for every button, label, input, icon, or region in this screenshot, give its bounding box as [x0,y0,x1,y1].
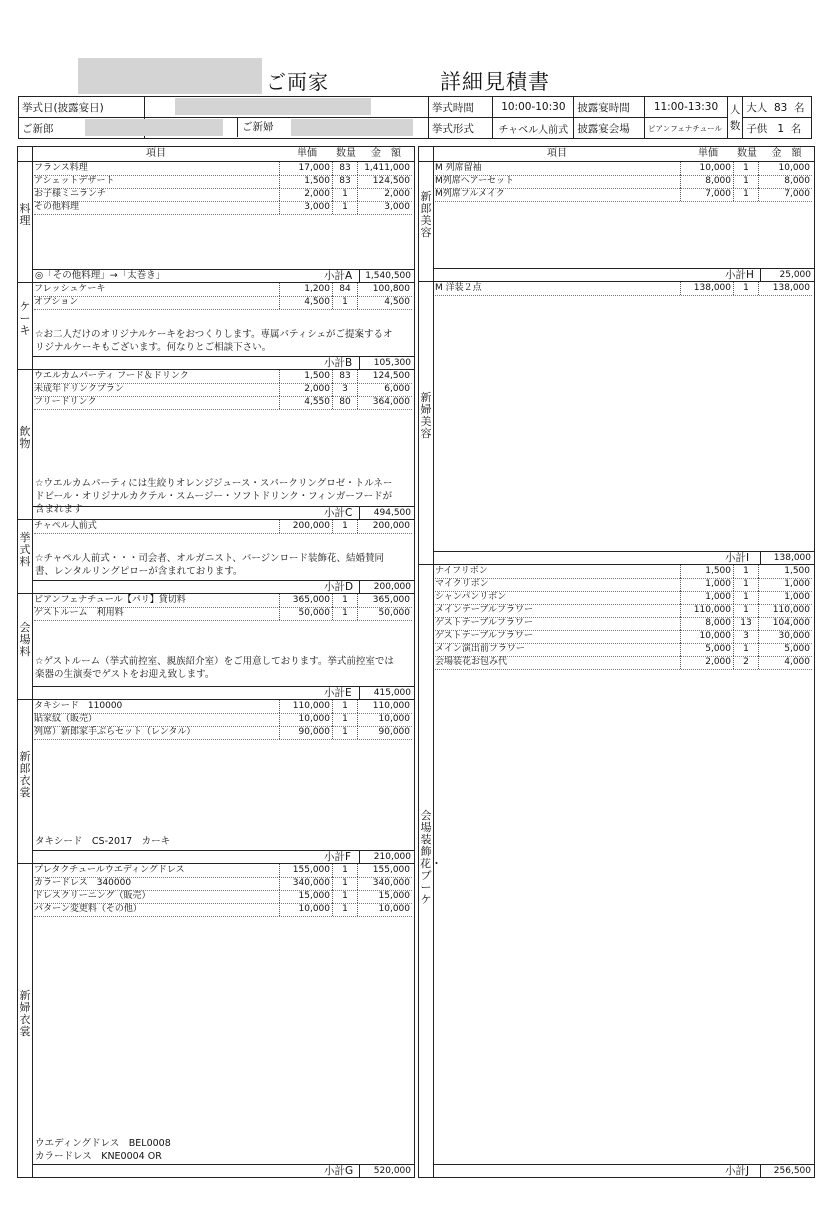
item-amount: 110,000 [372,701,410,711]
line-item-row [435,643,812,657]
section-note: ☆お二人だけのオリジナルケーキをおつくりします。専属パティシェがご提案するオリジナルケーキもございます。何なりとご相談下さい。 [35,329,393,353]
item-price: 15,000 [298,891,330,901]
item-name: M 列席留袖 [435,163,482,173]
line-item-row [34,188,412,202]
item-qty: 83 [339,176,351,186]
left-section-1 [18,282,414,369]
subtotal-row [32,506,414,520]
subtotal-label: 小計F [324,851,352,863]
item-name: ビアンフェナチュール【パリ】貸切料 [34,595,186,605]
item-price: 10,000 [699,163,731,173]
item-name: フリードリンク [34,397,97,407]
subtotal-label: 小計H [725,269,754,281]
subtotal-row [433,268,814,282]
item-amount: 365,000 [372,595,410,605]
subtotal-label: 小計C [324,507,353,519]
item-qty: 1 [342,714,348,724]
item-qty: 13 [740,618,752,628]
item-price: 17,000 [298,163,330,173]
right-section-2 [419,564,814,1177]
item-amount: 10,000 [378,714,410,724]
line-item-row [34,520,412,534]
item-price: 365,000 [292,595,330,605]
subtotal-label: 小計G [324,1165,354,1177]
subtotal-row [32,269,414,283]
item-name: ゲストテーブルフラワー [435,631,533,641]
item-price: 3,000 [304,202,330,212]
subtotal-label: 小計B [324,357,353,369]
line-item-row [34,162,412,176]
section-note: ◎「その他料理」→「太巻き」 [35,270,166,281]
reception-time-label: 披露宴時間 [574,97,645,118]
item-amount: 8,000 [784,176,810,186]
subtotal-label: 小計I [725,552,750,564]
line-item-row [34,877,412,891]
item-name: ナイフリボン [435,566,488,576]
item-qty: 1 [342,891,348,901]
header-table [18,96,812,139]
item-qty: 1 [342,202,348,212]
item-amount: 100,800 [372,284,410,294]
category-label: 会場装飾花・ブーケ [420,809,442,906]
item-qty: 1 [743,644,749,654]
people-label: 人数 [727,97,742,139]
item-name: チャペル人前式 [34,521,97,531]
item-price: 8,000 [705,618,731,628]
item-qty: 1 [342,878,348,888]
item-qty: 1 [342,608,348,618]
item-price: 1,000 [705,592,731,602]
line-item-row [34,594,412,608]
section-note: ☆チャペル人前式・・・司会者、オルガニスト、バージンロード装飾花、結婚賛同書、レンタルリングピローが含まれております。 [35,553,384,577]
item-amount: 2,000 [384,189,410,199]
ceremony-date-label: 挙式日(披露宴日) [19,97,145,118]
item-price: 4,500 [304,297,330,307]
item-qty: 1 [743,189,749,199]
ceremony-style: チャベル人前式 [493,118,574,139]
item-amount: 1,000 [784,579,810,589]
line-item-row [435,282,812,296]
item-price: 110,000 [693,605,731,615]
subtotal-value: 1,540,500 [365,271,411,281]
left-column [17,146,415,1178]
item-price: 8,000 [705,176,731,186]
left-section-6 [18,863,414,1177]
line-item-row [34,700,412,714]
item-name: メイン演出前フラワー [435,644,525,654]
item-price: 2,000 [304,189,330,199]
item-amount: 110,000 [772,605,810,615]
item-amount: 200,000 [372,521,410,531]
item-amount: 10,000 [778,163,810,173]
ceremony-time: 10:00-10:30 [493,97,574,118]
item-amount: 5,000 [784,644,810,654]
item-amount: 124,500 [372,176,410,186]
item-amount: 30,000 [778,631,810,641]
groom-bride-cell: ご新婦 [145,118,429,139]
right-section-0 [419,161,814,281]
item-qty: 84 [339,284,351,294]
item-price: 1,000 [705,579,731,589]
subtotal-row [433,551,814,565]
ceremony-date-value [145,97,429,118]
item-qty: 83 [339,163,351,173]
item-amount: 104,000 [772,618,810,628]
item-qty: 1 [743,176,749,186]
left-column-header: 項目 単価 数量 金 額 [18,147,414,162]
item-name: M列席ヘアーセット [435,176,515,186]
subtotal-value: 520,000 [373,1166,411,1176]
item-qty: 1 [743,566,749,576]
category-label: 飲物 [19,424,31,450]
subtotal-row [32,686,414,700]
item-price: 2,000 [705,657,731,667]
item-amount: 15,000 [378,891,410,901]
subtotal-value: 200,000 [373,582,411,592]
item-price: 340,000 [292,878,330,888]
line-item-row [435,630,812,644]
line-item-row [34,383,412,397]
category-label: ケーキ [19,300,31,337]
subtotal-row [433,1164,814,1178]
item-name: フランス料理 [34,163,88,173]
subtotal-row [32,850,414,864]
line-item-row [435,578,812,592]
item-price: 155,000 [292,865,330,875]
item-qty: 1 [342,727,348,737]
item-price: 10,000 [298,714,330,724]
subtotal-label: 小計E [324,687,352,699]
item-qty: 3 [342,384,348,394]
section-note: カラードレス KNE0004 OR [35,1151,162,1162]
line-item-row [435,162,812,176]
item-name: ウエルカムパーティ フード＆ドリンク [34,371,189,381]
category-label: 新郎美容 [420,189,432,239]
item-name: ゲストテーブルフラワー [435,618,533,628]
line-item-row [34,396,412,410]
item-price: 1,500 [304,176,330,186]
item-price: 110,000 [292,701,330,711]
item-qty: 1 [743,579,749,589]
groom-label: ご新郎 [19,118,145,139]
item-qty: 2 [743,657,749,667]
doc-title: 詳細見積書 [440,70,550,94]
item-price: 1,200 [304,284,330,294]
item-name: ゲストルーム 利用料 [34,608,124,618]
item-amount: 6,000 [384,384,410,394]
ceremony-style-label: 挙式形式 [428,118,493,139]
item-amount: 124,500 [372,371,410,381]
family-suffix: ご両家 [266,70,329,94]
category-label: 会場料 [19,620,31,658]
item-name: M列席フルメイク [435,189,505,199]
subtotal-value: 105,300 [373,358,411,368]
adult-cell: 大人 83 名 [743,97,812,118]
item-qty: 1 [743,283,749,293]
item-qty: 1 [342,521,348,531]
item-amount: 50,000 [378,608,410,618]
item-amount: 90,000 [378,727,410,737]
subtotal-row [32,1164,414,1178]
item-price: 4,550 [304,397,330,407]
line-item-row [435,656,812,670]
item-amount: 7,000 [784,189,810,199]
line-item-row [34,607,412,621]
item-amount: 1,000 [784,592,810,602]
item-qty: 3 [743,631,749,641]
item-qty: 1 [342,595,348,605]
left-section-0 [18,161,414,282]
item-name: メインテーブルフラワー [435,605,534,615]
item-name: 未成年ドリンクプラン [34,384,124,394]
item-qty: 1 [743,592,749,602]
line-item-row [34,713,412,727]
line-item-row [34,890,412,904]
item-name: アシェットデザート [34,176,115,186]
line-item-row [435,617,812,631]
item-qty: 80 [339,397,351,407]
line-item-row [435,565,812,579]
subtotal-label: 小計D [324,581,354,593]
section-note: タキシード CS-2017 カーキ [35,836,171,847]
subtotal-row [32,580,414,594]
item-name: パターン変更料（その他） [34,904,142,914]
category-label: 挙式料 [19,530,31,568]
subtotal-value: 138,000 [773,553,811,563]
left-section-2 [18,369,414,519]
child-cell: 子供 1 名 [743,118,812,139]
item-qty: 1 [743,605,749,615]
subtotal-value: 25,000 [779,270,811,280]
item-amount: 364,000 [372,397,410,407]
subtotal-value: 494,500 [373,508,411,518]
item-qty: 1 [342,701,348,711]
right-column-header: 項目 単価 数量 金 額 [419,147,814,162]
line-item-row [435,591,812,605]
item-qty: 1 [342,865,348,875]
item-price: 10,000 [298,904,330,914]
section-note: ☆ウエルカムパーティには生絞りオレンジジュース・スパークリングロゼ・トルネードビール・オリジナルカクテル・スムージー・ソフトドリンク・フィンガーフードが含まれます [35,478,393,515]
left-section-5 [18,699,414,863]
reception-time: 11:00-13:30 [645,97,728,118]
line-item-row [34,296,412,310]
item-price: 50,000 [298,608,330,618]
item-amount: 1,500 [784,566,810,576]
item-name: オプション [34,297,79,307]
item-name: タキシード 110000 [34,701,123,711]
line-item-row [435,175,812,189]
section-note: ☆ゲストルーム（挙式前控室、親族紹介室）をご用意しております。挙式前控室では楽器の生演奏でゲストをお迎え致します。 [35,656,394,680]
line-item-row [34,175,412,189]
item-name: ドレスクリーニング（販売） [34,891,151,901]
section-note: ウエディングドレス BEL0008 [35,1138,171,1149]
item-price: 1,500 [304,371,330,381]
item-qty: 1 [743,163,749,173]
left-section-3 [18,519,414,593]
item-name: シャンパンリボン [435,592,507,602]
item-name: フレッシュケーキ [34,284,106,294]
right-column [418,146,815,1178]
item-name: M 洋装２点 [435,283,482,293]
subtotal-row [32,356,414,370]
subtotal-value: 256,500 [773,1166,811,1176]
item-amount: 4,500 [384,297,410,307]
subtotal-value: 415,000 [373,688,411,698]
item-name: マイクリボン [435,579,489,589]
item-price: 138,000 [693,283,731,293]
item-amount: 138,000 [772,283,810,293]
item-amount: 10,000 [378,904,410,914]
redacted-family-name [78,58,262,94]
line-item-row [34,864,412,878]
line-item-row [34,726,412,740]
item-name: その他料理 [34,202,80,212]
line-item-row [435,604,812,618]
item-qty: 83 [339,371,351,381]
left-section-4 [18,593,414,699]
item-amount: 155,000 [372,865,410,875]
item-qty: 1 [342,904,348,914]
right-section-1 [419,281,814,564]
item-name: お子様ミニランチ [34,189,107,199]
ceremony-time-label: 挙式時間 [428,97,493,118]
category-label: 新婦衣裳 [19,988,31,1038]
line-item-row [34,201,412,215]
line-item-row [34,903,412,917]
item-amount: 3,000 [384,202,410,212]
item-price: 200,000 [292,521,330,531]
item-price: 90,000 [298,727,330,737]
item-qty: 1 [342,189,348,199]
item-amount: 340,000 [372,878,410,888]
item-name: 列席）新郎家手ぶらセット（レンタル） [34,727,196,737]
item-name: プレタクチュールウエディングドレス [34,865,185,875]
item-price: 2,000 [304,384,330,394]
line-item-row [34,283,412,297]
item-price: 10,000 [699,631,731,641]
line-item-row [435,188,812,202]
item-price: 7,000 [705,189,731,199]
category-label: 新郎衣裳 [19,749,31,799]
line-item-row [34,370,412,384]
item-amount: 1,411,000 [364,163,410,173]
subtotal-value: 210,000 [373,852,411,862]
item-amount: 4,000 [784,657,810,667]
category-label: 料理 [19,202,31,227]
subtotal-label: 小計J [725,1165,750,1177]
item-name: カラードレス 340000 [34,878,132,888]
venue: ビアンフェナチュール [645,118,728,139]
item-name: 会場装花お包み代 [435,657,508,667]
item-qty: 1 [342,297,348,307]
item-name: 貼家紋（販売） [34,714,98,724]
item-price: 5,000 [705,644,731,654]
category-label: 新婦美容 [420,391,432,440]
item-price: 1,500 [705,566,731,576]
venue-label: 披露宴会場 [574,118,645,139]
subtotal-label: 小計A [324,270,353,282]
